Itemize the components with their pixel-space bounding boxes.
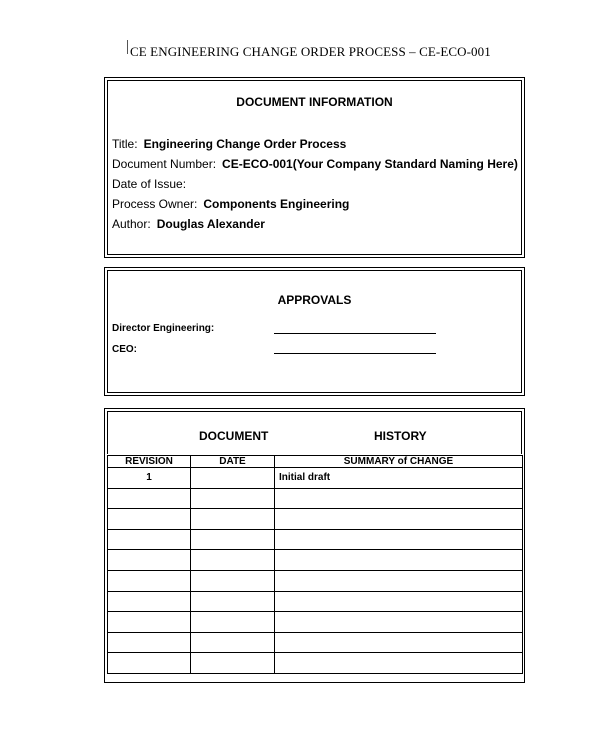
- info-process-owner-label: Process Owner:: [112, 197, 198, 211]
- text-cursor: [127, 40, 128, 54]
- approvals-box: [104, 267, 525, 396]
- table-row: [108, 488, 523, 509]
- column-header-date: DATE: [191, 456, 275, 468]
- info-title-line: [112, 137, 346, 151]
- table-row: [108, 653, 523, 674]
- document-history-table: [107, 455, 523, 674]
- table-row: [108, 632, 523, 653]
- director-signature-line[interactable]: [274, 333, 436, 334]
- table-header-row: [108, 456, 523, 468]
- revision-cell: [108, 529, 191, 550]
- page-header: CE ENGINEERING CHANGE ORDER PROCESS – CE-ECO-001: [130, 44, 491, 59]
- summary-cell: [275, 612, 523, 633]
- info-document-number-line: [112, 157, 518, 171]
- summary-cell: [275, 529, 523, 550]
- history-title-document: DOCUMENT: [199, 429, 269, 443]
- column-header-summary: SUMMARY of CHANGE: [275, 456, 523, 468]
- table-row: [108, 509, 523, 530]
- history-title-history: HISTORY: [374, 429, 427, 443]
- table-row: [108, 591, 523, 612]
- info-author-label: Author:: [112, 217, 151, 231]
- date-cell: [191, 632, 275, 653]
- summary-cell: [275, 570, 523, 591]
- director-engineering-label: Director Engineering:: [112, 323, 215, 334]
- summary-cell: Initial draft: [275, 468, 523, 489]
- date-cell: [191, 488, 275, 509]
- revision-cell: [108, 591, 191, 612]
- date-cell: [191, 653, 275, 674]
- summary-cell: [275, 488, 523, 509]
- revision-cell: [108, 570, 191, 591]
- info-document-number-value: CE-ECO-001(Your Company Standard Naming Here): [222, 157, 518, 171]
- revision-cell: [108, 488, 191, 509]
- info-author-line: [112, 217, 265, 231]
- ceo-label: CEO:: [112, 344, 137, 355]
- summary-cell: [275, 653, 523, 674]
- info-title-label: Title:: [112, 137, 138, 151]
- info-process-owner-value: Components Engineering: [203, 197, 350, 211]
- info-title-value: Engineering Change Order Process: [143, 137, 347, 151]
- summary-cell: [275, 550, 523, 571]
- table-row: [108, 550, 523, 571]
- table-row: [108, 468, 523, 489]
- revision-cell: [108, 550, 191, 571]
- info-date-of-issue-line: [112, 177, 192, 191]
- info-author-value: Douglas Alexander: [156, 217, 265, 231]
- date-cell: [191, 468, 275, 489]
- revision-cell: 1: [108, 468, 191, 489]
- revision-cell: [108, 509, 191, 530]
- table-row: [108, 529, 523, 550]
- date-cell: [191, 591, 275, 612]
- ceo-signature-line[interactable]: [274, 353, 436, 354]
- summary-cell: [275, 591, 523, 612]
- revision-cell: [108, 653, 191, 674]
- revision-cell: [108, 632, 191, 653]
- date-cell: [191, 529, 275, 550]
- column-header-revision: REVISION: [108, 456, 191, 468]
- date-cell: [191, 570, 275, 591]
- date-cell: [191, 612, 275, 633]
- document-history-box: [104, 408, 525, 683]
- summary-cell: [275, 509, 523, 530]
- document-history-header: [107, 411, 522, 454]
- date-cell: [191, 509, 275, 530]
- info-process-owner-line: [112, 197, 349, 211]
- revision-cell: [108, 612, 191, 633]
- approvals-heading: APPROVALS: [277, 293, 352, 307]
- info-document-number-label: Document Number:: [112, 157, 217, 171]
- summary-cell: [275, 632, 523, 653]
- info-date-of-issue-label: Date of Issue:: [112, 177, 187, 191]
- document-information-heading: DOCUMENT INFORMATION: [236, 95, 393, 109]
- table-row: [108, 570, 523, 591]
- date-cell: [191, 550, 275, 571]
- table-row: [108, 612, 523, 633]
- document-information-box: [104, 77, 525, 258]
